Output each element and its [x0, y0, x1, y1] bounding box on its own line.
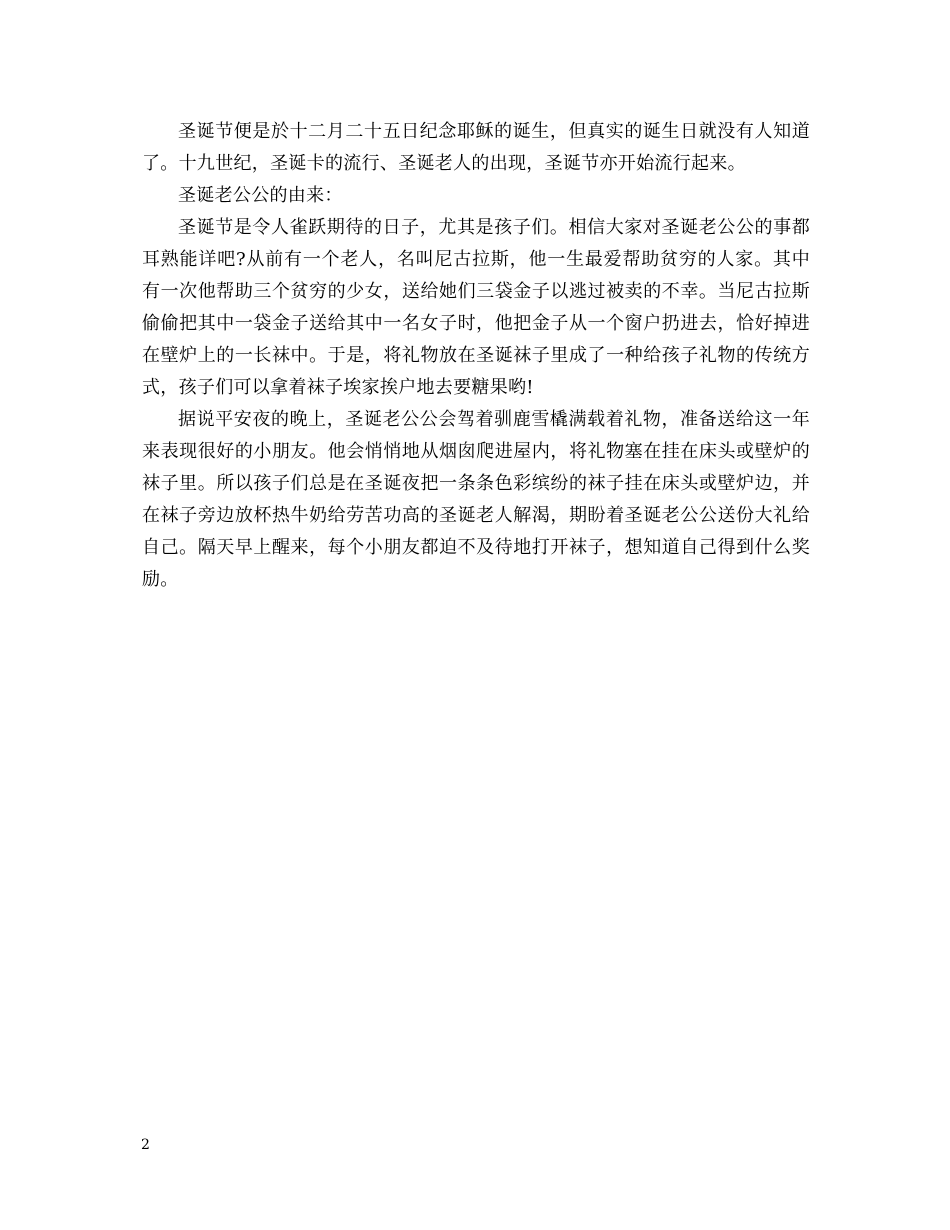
paragraph-christmas-eve: 据说平安夜的晚上，圣诞老公公会驾着驯鹿雪橇满载着礼物，准备送给这一年来表现很好的小朋友。他会悄悄地从烟囱爬进屋内，将礼物塞在挂在床头或壁炉的袜子里。所以孩子们总是在圣诞夜把一条条色彩缤纷的袜子挂在床头或壁炉边，并在袜子旁边放杯热牛奶给劳苦功高的圣诞老人解渴，期盼着圣诞老公公送份大礼给自己。隔天早上醒来，每个小朋友都迫不及待地打开袜子，想知道自己得到什么奖励。 — [142, 409, 810, 590]
paragraph-santa-heading: 圣诞老公公的由来： — [178, 185, 343, 206]
paragraph-christmas-origin: 圣诞节便是於十二月二十五日纪念耶稣的诞生，但真实的诞生日就没有人知道了。十九世纪，圣诞卡的流行、圣诞老人的出现，圣诞节亦开始流行起来。 — [142, 121, 810, 174]
document-body — [142, 116, 810, 596]
paragraph-santa-story: 圣诞节是令人雀跃期待的日子，尤其是孩子们。相信大家对圣诞老公公的事都耳熟能详吧?从前有一个老人，名叫尼古拉斯，他一生最爱帮助贫穷的人家。其中有一次他帮助三个贫穷的少女，送给她们三袋金子以逃过被卖的不幸。当尼古拉斯偷偷把其中一袋金子送给其中一名女子时，他把金子从一个窗户扔进去，恰好掉进在壁炉上的一长袜中。于是，将礼物放在圣诞袜子里成了一种给孩子礼物的传统方式，孩子们可以拿着袜子埃家挨户地去要糖果哟! — [142, 217, 810, 398]
page-number: 2 — [141, 1137, 150, 1153]
